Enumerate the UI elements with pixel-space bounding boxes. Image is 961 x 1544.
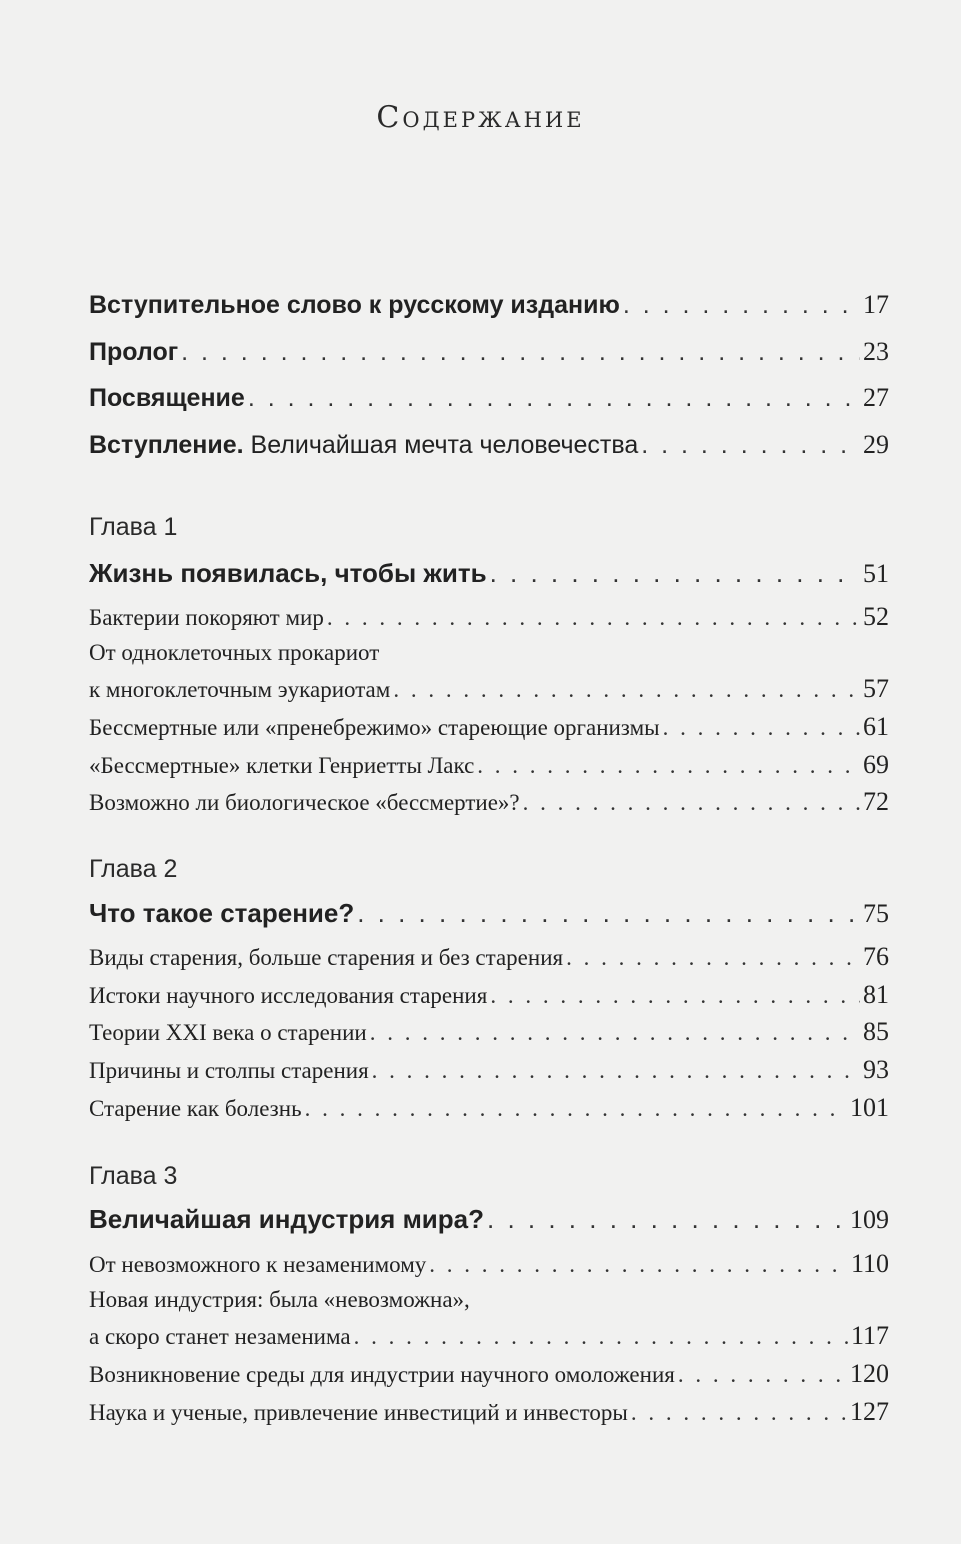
toc-entry-page: 52 <box>863 602 889 631</box>
toc-entry[interactable] <box>89 337 889 367</box>
leader-dots <box>487 1204 847 1235</box>
toc-entry-label-rest: Величайшая мечта человечества <box>243 431 639 459</box>
toc-entry-page: 117 <box>850 1321 889 1350</box>
toc-entry-page: 29 <box>863 430 889 459</box>
toc-entry-label: Вступительное слово к русскому изданию <box>89 291 620 319</box>
leader-dots <box>327 605 860 631</box>
toc-entry-label: Теории XXI века о старении <box>89 1020 367 1045</box>
toc-entry-page: 109 <box>850 1205 889 1234</box>
toc-entry-label: Бактерии покоряют мир <box>89 605 324 630</box>
leader-dots <box>490 558 860 589</box>
toc-entry-page: 27 <box>863 383 889 412</box>
toc-entry-page: 57 <box>863 674 889 703</box>
toc-entry[interactable] <box>89 980 889 1010</box>
toc-entry-page: 69 <box>863 750 889 779</box>
leader-dots <box>477 753 860 779</box>
toc-entry[interactable] <box>89 674 889 704</box>
toc-entry-label: к многоклеточным эукариотам <box>89 677 391 702</box>
toc-entry[interactable] <box>89 383 889 413</box>
chapter-heading: Глава 2 <box>89 855 178 883</box>
chapter-title-entry[interactable] <box>89 898 889 929</box>
toc-entry-label: а скоро станет незаменима <box>89 1324 351 1349</box>
leader-dots <box>305 1096 847 1122</box>
leader-dots <box>631 1400 847 1426</box>
leader-dots <box>354 1324 848 1350</box>
toc-entry-label: Причины и столпы старения <box>89 1058 369 1083</box>
toc-entry-page: 101 <box>850 1093 889 1122</box>
leader-dots <box>181 338 860 367</box>
toc-entry-page: 76 <box>863 942 889 971</box>
toc-entry-label: Бессмертные или «пренебрежимо» стареющие организмы <box>89 715 660 740</box>
leader-dots <box>678 1362 847 1388</box>
toc-entry-page: 75 <box>863 899 889 928</box>
leader-dots <box>623 291 860 320</box>
leader-dots <box>248 384 860 413</box>
leader-dots <box>429 1252 848 1278</box>
toc-entry[interactable] <box>89 787 889 817</box>
chapter-heading: Глава 3 <box>89 1162 178 1190</box>
page-title: Содержание <box>376 100 585 135</box>
chapter-title: Жизнь появилась, чтобы жить <box>89 558 487 588</box>
toc-entry[interactable] <box>89 712 889 742</box>
leader-dots <box>523 790 860 816</box>
toc-entry-label: Виды старения, больше старения и без старения <box>89 945 564 970</box>
toc-entry[interactable] <box>89 1249 889 1279</box>
leader-dots <box>566 945 860 971</box>
toc-entry-page: 81 <box>863 980 889 1009</box>
toc-entry-label: От невозможного к незаменимому <box>89 1252 427 1277</box>
toc-entry-label: Пролог <box>89 338 179 366</box>
toc-entry[interactable] <box>89 750 889 780</box>
toc-entry[interactable] <box>89 1055 889 1085</box>
leader-dots <box>490 983 860 1009</box>
chapter-heading: Глава 1 <box>89 513 178 541</box>
toc-entry-label: Наука и ученые, привлечение инвестиций и инвесторы <box>89 1400 628 1425</box>
toc-entry[interactable] <box>89 602 889 632</box>
toc-entry[interactable] <box>89 1017 889 1047</box>
chapter-title: Что такое старение? <box>89 898 355 928</box>
toc-entry[interactable] <box>89 290 889 320</box>
leader-dots <box>372 1058 860 1084</box>
toc-entry-page: 23 <box>863 337 889 366</box>
toc-entry-line1: От одноклеточных прокариот <box>89 640 380 665</box>
toc-entry[interactable] <box>89 1397 889 1427</box>
toc-entry-label: Истоки научного исследования старения <box>89 983 488 1008</box>
chapter-title: Величайшая индустрия мира? <box>89 1204 485 1234</box>
toc-entry-page: 110 <box>850 1249 889 1278</box>
leader-dots <box>641 431 860 460</box>
toc-entry-page: 51 <box>863 559 889 588</box>
toc-entry[interactable] <box>89 430 889 460</box>
leader-dots <box>663 715 860 741</box>
toc-entry-page: 72 <box>863 787 889 816</box>
toc-entry-label: Посвящение <box>89 384 245 412</box>
toc-entry-page: 127 <box>850 1397 889 1426</box>
toc-entry[interactable] <box>89 1359 889 1389</box>
leader-dots <box>393 677 860 703</box>
toc-entry-line1: Новая индустрия: была «невозможна», <box>89 1287 470 1312</box>
leader-dots <box>357 898 860 929</box>
toc-entry-label: Возникновение среды для индустрии научного омоложения <box>89 1362 675 1387</box>
toc-entry-page: 85 <box>863 1017 889 1046</box>
toc-entry-page: 120 <box>850 1359 889 1388</box>
toc-entry-label: «Бессмертные» клетки Генриетты Лакс <box>89 753 475 778</box>
toc-entry-label: Старение как болезнь <box>89 1096 302 1121</box>
chapter-title-entry[interactable] <box>89 1204 889 1235</box>
chapter-title-entry[interactable] <box>89 558 889 589</box>
toc-entry[interactable] <box>89 1093 889 1123</box>
toc-entry-label: Возможно ли биологическое «бессмертие»? <box>89 790 520 815</box>
leader-dots <box>370 1020 860 1046</box>
toc-entry[interactable] <box>89 1321 889 1351</box>
toc-entry-page: 93 <box>863 1055 889 1084</box>
toc-entry[interactable] <box>89 942 889 972</box>
toc-entry-label <box>89 431 638 460</box>
toc-entry-page: 61 <box>863 712 889 741</box>
toc-entry-label-bold: Вступление. <box>89 431 244 459</box>
toc-entry-page: 17 <box>863 290 889 319</box>
